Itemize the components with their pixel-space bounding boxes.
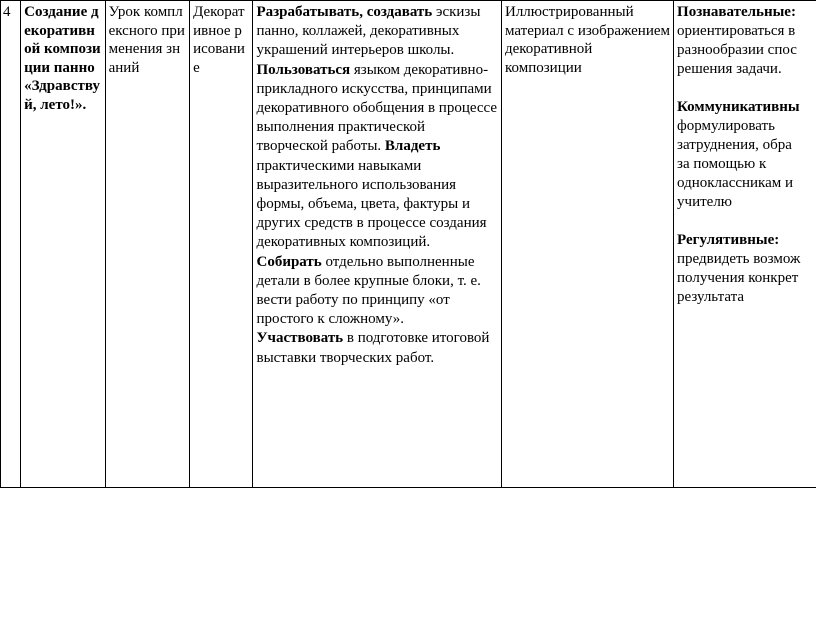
activity-item (256, 61, 498, 253)
uud-line: ориентироваться в (677, 23, 796, 39)
materials-text: Иллюстрированный материал с изображением декоративной композиции (504, 4, 670, 76)
communicative-heading: Коммуникативны (677, 99, 800, 115)
lesson-type: Урок комплексного применения знаний (108, 4, 185, 76)
activity-item (256, 4, 480, 58)
activity-verb: Владеть (384, 138, 441, 155)
activity-item (256, 253, 498, 330)
uud-line: одноклассникам и (677, 175, 794, 191)
materials-cell (501, 1, 673, 488)
spacer (677, 212, 816, 231)
activity-text: языком декоративно-прикладного искусства, принципами декоративного обобщения в процессе выполнения практической творческой работы. (256, 61, 498, 155)
uud-line: формулировать (677, 118, 775, 134)
uud-line: затруднения, обра (677, 137, 792, 153)
regulative-heading: Регулятивные: (677, 232, 780, 248)
activity-item (256, 329, 498, 367)
activity-type-cell (190, 1, 253, 488)
lesson-topic: Создание декоративной композиции панно «Здравствуй, лето!». (24, 4, 101, 113)
activity-text: эскизы панно, коллажей, декоративных украшений интерьеров школы. (256, 4, 481, 59)
activity-text: в подготовке итоговой выставки творческих работ. (256, 330, 490, 366)
activity-verb: Пользоваться (256, 61, 351, 78)
activity-type: Декоративное рисование (193, 4, 245, 76)
uud-line: получения конкрет (677, 270, 799, 286)
activity-verb: Участвовать (256, 330, 344, 347)
uud-line: предвидеть возмож (677, 251, 801, 267)
activity-verb: Разрабатывать, создавать (256, 4, 433, 20)
uud-line: за помощью к (677, 156, 767, 172)
lesson-number: 4 (3, 4, 11, 20)
topic-cell (21, 1, 106, 488)
activity-verb: Собирать (256, 253, 322, 270)
uud-line: разнообразии спос (677, 42, 797, 58)
uud-line: учителю (677, 194, 733, 210)
activity-text: практическими навыками выразительного использования формы, объема, цвета, фактуры и других средств в процессе создания декоративных композиций. (256, 157, 487, 251)
student-activities-cell (253, 1, 502, 488)
spacer (677, 79, 816, 98)
lesson-type-cell (105, 1, 190, 488)
activity-text: отдельно выполненные детали в более крупные блоки, т. е. вести работу по принципу «от простого к сложному». (256, 253, 481, 328)
lesson-number-cell (1, 1, 21, 488)
uud-line: результата (677, 289, 744, 305)
uud-line: решения задачи. (677, 61, 782, 77)
cognitive-heading: Познавательные: (677, 4, 796, 20)
uud-cell (674, 1, 816, 488)
table-row (1, 1, 816, 488)
